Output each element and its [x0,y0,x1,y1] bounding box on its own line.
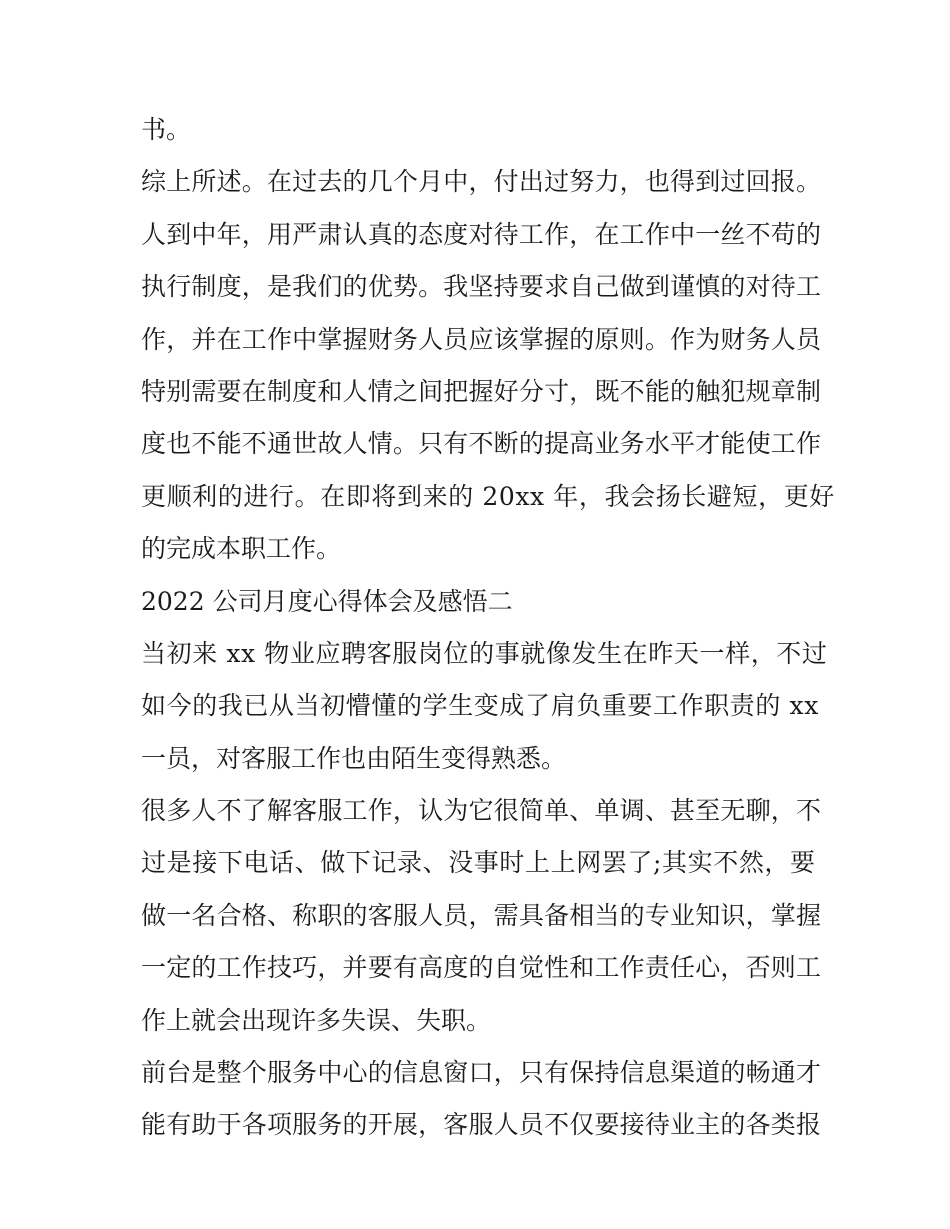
text-line: 很多人不了解客服工作，认为它很简单、单调、甚至无聊，不 [141,796,821,826]
section-heading: 2022 公司月度心得体会及感悟二 [141,586,513,616]
text-line: 特别需要在制度和人情之间把握好分寸，既不能的触犯规章制 [141,376,821,406]
text-line: 一员，对客服工作也由陌生变得熟悉。 [141,743,567,773]
document-body [141,104,835,1152]
text-line: 度也不能不通世故人情。只有不断的提高业务水平才能使工作 [141,429,821,459]
text-line: 过是接下电话、做下记录、没事时上上网罢了;其实不然，要 [141,848,816,878]
text-line: 的完成本职工作。 [141,534,342,564]
text-line: 做一名合格、称职的客服人员，需具备相当的专业知识，掌握 [141,900,821,930]
text-line: 作，并在工作中掌握财务人员应该掌握的原则。作为财务人员 [141,324,821,354]
text-line: 更顺利的进行。在即将到来的 20xx 年，我会扬长避短，更好 [141,481,835,511]
text-line: 综上所述。在过去的几个月中，付出过努力，也得到过回报。 [141,167,821,197]
text-line: 人到中年，用严肃认真的态度对待工作，在工作中一丝不苟的 [141,219,821,249]
text-line: 作上就会出现许多失误、失职。 [141,1005,492,1035]
text-line: 执行制度，是我们的优势。我坚持要求自己做到谨慎的对待工 [141,272,821,302]
text-line: 能有助于各项服务的开展，客服人员不仅要接待业主的各类报 [141,1110,821,1140]
text-line: 如今的我已从当初懵懂的学生变成了肩负重要工作职责的 xx [141,691,819,721]
text-line: 书。 [141,115,192,144]
text-line: 一定的工作技巧，并要有高度的自觉性和工作责任心，否则工 [141,953,821,983]
text-line: 前台是整个服务中心的信息窗口，只有保持信息渠道的畅通才 [141,1058,821,1088]
text-line: 当初来 xx 物业应聘客服岗位的事就像发生在昨天一样，不过 [141,638,828,668]
